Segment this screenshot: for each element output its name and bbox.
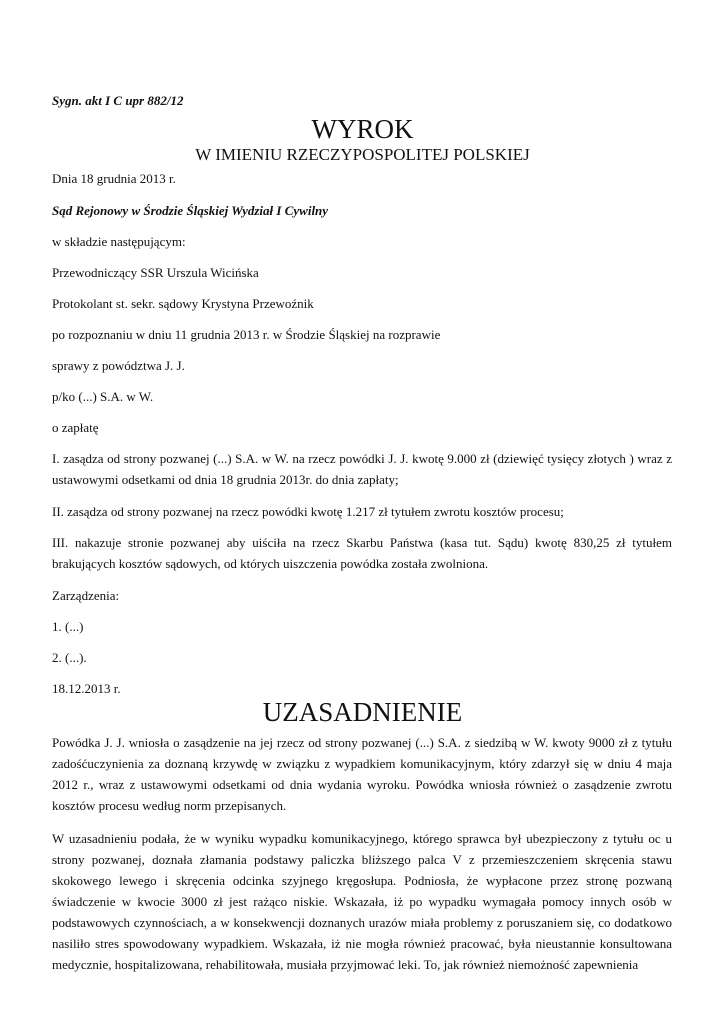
judgment-date: Dnia 18 grudnia 2013 r. bbox=[52, 171, 176, 186]
court-clerk: Protokolant st. sekr. sądowy Krystyna Przewoźnik bbox=[52, 296, 314, 311]
justification-title: UZASADNIENIE bbox=[262, 697, 463, 727]
order-item: 2. (...). bbox=[52, 650, 87, 665]
order-item: 1. (...) bbox=[52, 619, 84, 634]
ruling-item: III. nakazuje stronie pozwanej aby uiściła na rzecz Skarbu Państwa (kasa tut. Sądu) kwotę 830,25 zł tytułem brakujących kosztów sądowych, od których uiszczenia powódka została zwolniona. bbox=[52, 535, 672, 571]
justification-paragraph: Powódka J. J. wniosła o zasądzenie na jej rzecz od strony pozwanej (...) S.A. z siedzibą w W. kwoty 9000 zł z tytułu zadośćuczynienia za doznaną krzywdę w związku z wypadkiem komunikacyjnym, który zdarzył się w dniu 4 maja 2012 r., wraz z ustawowymi odsetkami od dnia wydania wyroku. Powódka wniosła również o zasądzenie zwrotu kosztów procesu według norm przepisanych. bbox=[52, 735, 672, 813]
justification-paragraph: W uzasadnieniu podała, że w wyniku wypadku komunikacyjnego, którego sprawca był ubezpieczony z tytułu oc u strony pozwanej, doznała złamania podstawy paliczka bliższego palca V z przemieszczeniem skręcenia stawu skokowego lewego i skręcenia odcinka szyjnego kręgosłupa. Podniosła, że wypłacone przez stronę pozwaną świadczenie w kwocie 3000 zł jest rażąco niskie. Wskazała, iż po wypadku wymagała pomocy innych osób w podstawowych czynnościach, a w konsekwencji doznanych urazów miała problemy z poruszaniem się, co dodatkowo nasiliło stres spowodowany wypadkiem. Wskazała, iż nie mogła również pracować, była nieustannie konsultowana medycznie, hospitalizowana, rehabilitowała, musiała przyjmować leki. To, jak również niemożność zapewnienia bbox=[52, 831, 672, 972]
case-signature: Sygn. akt I C upr 882/12 bbox=[52, 93, 184, 108]
case-plaintiff: sprawy z powództwa J. J. bbox=[52, 358, 185, 373]
hearing-info: po rozpoznaniu w dniu 11 grudnia 2013 r. w Środzie Śląskiej na rozprawie bbox=[52, 327, 441, 342]
case-defendant: p/ko (...) S.A. w W. bbox=[52, 389, 154, 404]
case-subject: o zapłatę bbox=[52, 420, 99, 435]
presiding-judge: Przewodniczący SSR Urszula Wicińska bbox=[52, 265, 259, 280]
orders-date: 18.12.2013 r. bbox=[52, 681, 121, 696]
ruling-item: II. zasądza od strony pozwanej na rzecz powódki kwotę 1.217 zł tytułem zwrotu kosztów procesu; bbox=[52, 504, 564, 519]
orders-label: Zarządzenia: bbox=[52, 588, 120, 603]
judgment-title: WYROK bbox=[311, 114, 414, 144]
court-name: Sąd Rejonowy w Środzie Śląskiej Wydział I Cywilny bbox=[52, 203, 329, 218]
ruling-item: I. zasądza od strony pozwanej (...) S.A. w W. na rzecz powódki J. J. kwotę 9.000 zł (dziewięć tysięcy złotych ) wraz z ustawowymi odsetkami od dnia 18 grudnia 2013r. do dnia zapłaty; bbox=[52, 451, 672, 487]
judgment-subtitle: W IMIENIU RZECZYPOSPOLITEJ POLSKIEJ bbox=[195, 145, 530, 164]
composition-label: w składzie następującym: bbox=[52, 234, 186, 249]
